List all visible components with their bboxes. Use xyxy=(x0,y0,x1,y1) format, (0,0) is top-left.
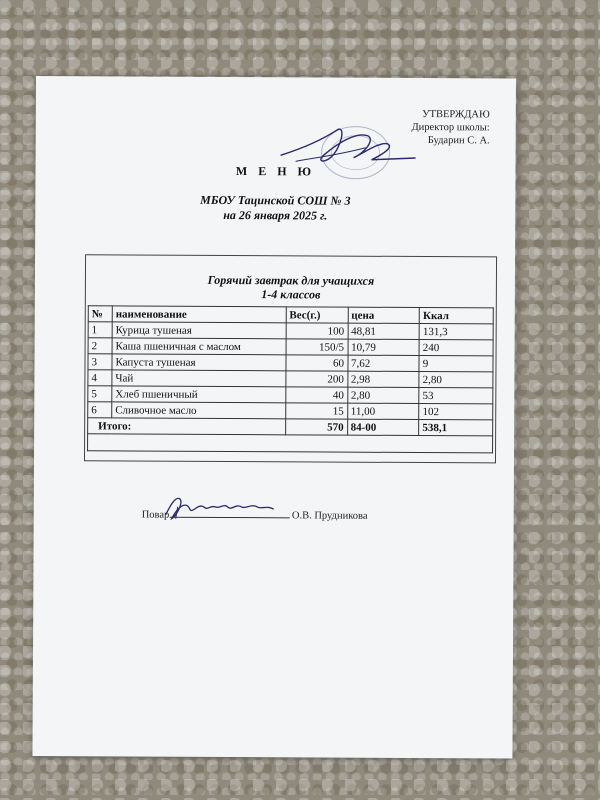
dish-name: Капуста тушеная xyxy=(112,354,286,371)
column-header-price: цена xyxy=(348,307,420,323)
dish-price: 10,79 xyxy=(348,339,420,355)
school-header xyxy=(35,192,515,225)
dish-weight: 150/5 xyxy=(286,339,348,355)
dish-price: 48,81 xyxy=(348,323,420,339)
meal-grades: 1-4 классов xyxy=(261,287,321,302)
approval-heading: УТВЕРЖДАЮ xyxy=(422,109,490,121)
dish-name: Чай xyxy=(112,370,286,387)
dish-weight: 40 xyxy=(285,387,347,403)
meal-title: Горячий завтрак для учащихся xyxy=(207,272,375,288)
total-kcal: 538,1 xyxy=(419,420,493,436)
total-price: 84-00 xyxy=(347,419,419,435)
cook-name: О.В. Прудникова xyxy=(291,510,368,522)
column-header-name: наименование xyxy=(112,306,286,323)
row-number: 6 xyxy=(88,402,112,418)
row-number: 3 xyxy=(88,354,112,370)
dish-name: Хлеб пшеничный xyxy=(112,386,286,403)
cook-label: Повар xyxy=(141,509,170,521)
row-number: 4 xyxy=(88,370,112,386)
dish-kcal: 131,3 xyxy=(419,324,493,340)
column-header-kcal: Ккал xyxy=(419,308,493,324)
dish-weight: 200 xyxy=(286,371,348,387)
dish-weight: 100 xyxy=(286,323,348,339)
approval-position: Директор школы: xyxy=(411,121,490,134)
dish-price: 11,00 xyxy=(347,403,419,419)
school-name: МБОУ Тацинской СОШ № 3 xyxy=(200,192,351,208)
dish-kcal: 2,80 xyxy=(419,372,493,388)
page-title: М Е Н Ю xyxy=(235,164,316,179)
dish-price: 2,80 xyxy=(347,387,419,403)
dish-name: Сливочное масло xyxy=(112,402,286,419)
row-number: 5 xyxy=(88,386,112,402)
menu-frame xyxy=(84,254,497,463)
dish-weight: 15 xyxy=(285,403,347,419)
total-label: Итого: xyxy=(88,418,286,435)
column-header-number: № xyxy=(88,306,112,322)
empty-row xyxy=(88,434,493,453)
meal-heading xyxy=(86,272,496,302)
dish-kcal: 102 xyxy=(419,404,493,420)
dish-name: Каша пшеничная с маслом xyxy=(112,338,286,355)
approval-block xyxy=(411,108,489,147)
dish-price: 7,62 xyxy=(347,355,419,371)
signature-line xyxy=(169,507,289,519)
menu-sheet xyxy=(32,76,516,759)
menu-table xyxy=(87,305,494,453)
dish-price: 2,98 xyxy=(347,371,419,387)
column-header-weight: Вес(г.) xyxy=(286,307,348,323)
dish-name: Курица тушеная xyxy=(112,322,286,339)
menu-date: на 26 января 2025 г. xyxy=(223,207,328,223)
dish-kcal: 9 xyxy=(419,356,493,372)
cook-signature-line xyxy=(142,507,368,522)
dish-kcal: 53 xyxy=(419,388,493,404)
dish-weight: 60 xyxy=(286,355,348,371)
row-number: 1 xyxy=(88,322,112,338)
approval-director-name: Бударин С. А. xyxy=(427,135,490,147)
dish-kcal: 240 xyxy=(419,340,493,356)
row-number: 2 xyxy=(88,338,112,354)
cook-signature xyxy=(161,493,291,524)
total-weight: 570 xyxy=(285,419,347,435)
